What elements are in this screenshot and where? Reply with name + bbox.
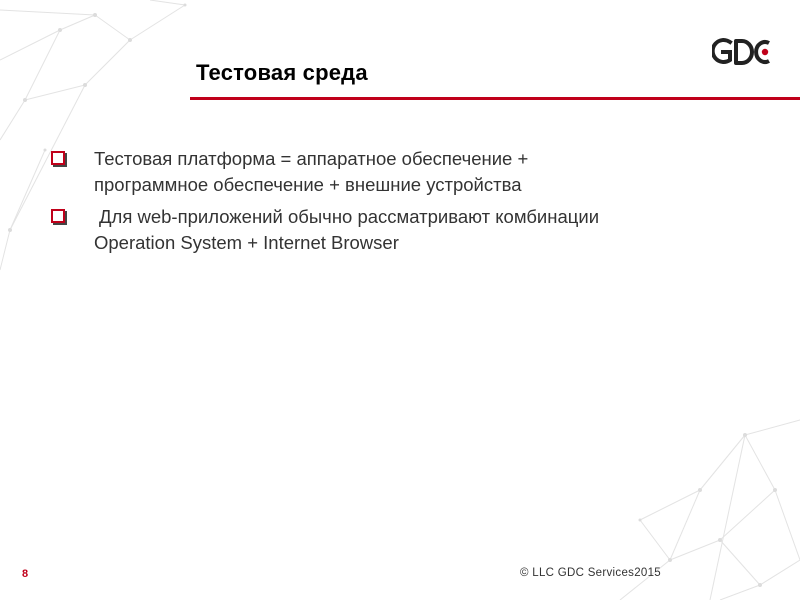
gdc-logo (712, 33, 774, 73)
copyright-text: © LLC GDC Services2015 (520, 567, 661, 579)
bullet-text-line: Operation System + Internet Browser (94, 232, 399, 253)
bullet-item (48, 146, 748, 198)
checkbox-bullet-icon (51, 151, 65, 165)
bullet-text-line: программное обеспечение + внешние устройства (94, 174, 522, 195)
bullet-text-line: Для web-приложений обычно рассматривают комбинации (99, 206, 600, 227)
page-number: 8 (22, 568, 29, 580)
bullet-item (48, 204, 748, 256)
bullet-text-line: Тестовая платформа = аппаратное обеспечение + (94, 148, 529, 169)
checkbox-bullet-icon (51, 209, 65, 223)
title-underline (190, 97, 800, 100)
bullet-list (48, 146, 748, 262)
slide-title: Тестовая среда (196, 60, 368, 85)
